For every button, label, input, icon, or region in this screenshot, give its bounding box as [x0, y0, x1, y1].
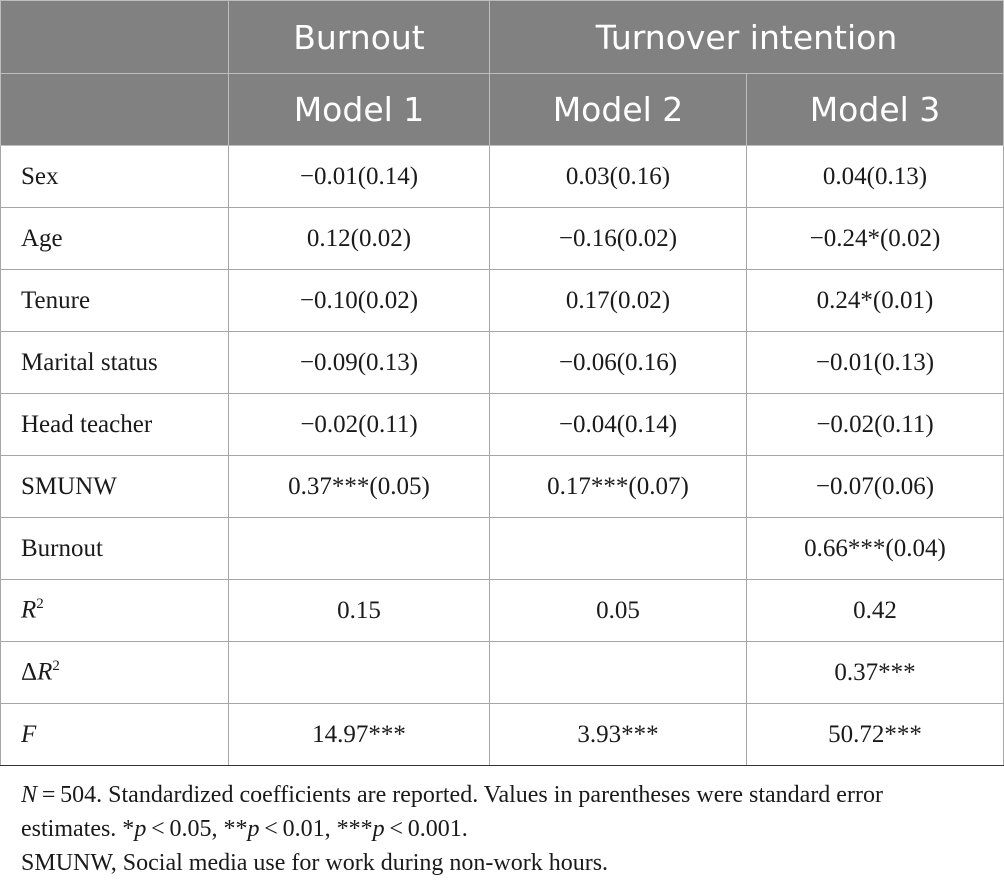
cell-model-1: −0.01(0.14)	[229, 146, 490, 208]
row-label: Head teacher	[1, 394, 229, 456]
cell-model-1: 14.97***	[229, 704, 490, 766]
header-turnover-intention: Turnover intention	[490, 1, 1004, 74]
header-empty-cell	[1, 1, 229, 74]
cell-model-2: −0.04(0.14)	[490, 394, 747, 456]
p-symbol: p	[247, 816, 260, 842]
p-symbol: p	[134, 816, 147, 842]
table-row-delta-r2	[1, 642, 1004, 704]
table-row	[1, 146, 1004, 208]
r2-superscript: 2	[52, 658, 60, 675]
footnote-text: < 0.01, ***	[259, 816, 373, 842]
cell-model-3: −0.07(0.06)	[747, 456, 1004, 518]
cell-model-1: 0.15	[229, 580, 490, 642]
footnote-text: < 0.001.	[384, 816, 468, 842]
table-row	[1, 270, 1004, 332]
p-symbol: p	[372, 816, 385, 842]
r-symbol: R	[37, 658, 53, 686]
cell-model-3: 0.24*(0.01)	[747, 270, 1004, 332]
cell-model-1: −0.02(0.11)	[229, 394, 490, 456]
table-row	[1, 394, 1004, 456]
r-symbol: R	[21, 596, 37, 624]
cell-model-1: 0.37***(0.05)	[229, 456, 490, 518]
table-row-f	[1, 704, 1004, 766]
table-footnote	[21, 778, 984, 880]
row-label-r2	[1, 580, 229, 642]
cell-model-1: 0.12(0.02)	[229, 208, 490, 270]
header-model-3: Model 3	[747, 74, 1004, 146]
header-model-2: Model 2	[490, 74, 747, 146]
cell-model-2: 0.17(0.02)	[490, 270, 747, 332]
header-burnout: Burnout	[229, 1, 490, 74]
footnote-text: = 504. Standardized coefficients are reported. Values in parentheses were standard error estimates. *	[21, 782, 883, 842]
cell-model-2: 0.17***(0.07)	[490, 456, 747, 518]
row-label-delta-r2	[1, 642, 229, 704]
cell-model-3: 0.42	[747, 580, 1004, 642]
cell-model-3: 50.72***	[747, 704, 1004, 766]
cell-model-2	[490, 642, 747, 704]
row-label: Age	[1, 208, 229, 270]
row-label: SMUNW	[1, 456, 229, 518]
header-empty-cell-2	[1, 74, 229, 146]
delta-symbol: Δ	[21, 658, 38, 686]
row-label-f	[1, 704, 229, 766]
cell-model-2: 0.03(0.16)	[490, 146, 747, 208]
cell-model-2	[490, 518, 747, 580]
cell-model-1: −0.09(0.13)	[229, 332, 490, 394]
cell-model-3: 0.04(0.13)	[747, 146, 1004, 208]
cell-model-1	[229, 518, 490, 580]
cell-model-1	[229, 642, 490, 704]
cell-model-3: 0.37***	[747, 642, 1004, 704]
cell-model-2: 3.93***	[490, 704, 747, 766]
table-row	[1, 332, 1004, 394]
footnote-text: < 0.05, **	[146, 816, 248, 842]
n-symbol: N	[21, 782, 38, 808]
row-label: Sex	[1, 146, 229, 208]
footnote-abbreviation: SMUNW, Social media use for work during non-work hours.	[21, 850, 609, 876]
table-row	[1, 518, 1004, 580]
row-label: Burnout	[1, 518, 229, 580]
header-row-groups	[1, 1, 1004, 74]
footnote-significance	[21, 778, 984, 846]
r2-superscript: 2	[36, 596, 44, 613]
cell-model-3: −0.01(0.13)	[747, 332, 1004, 394]
f-symbol: F	[21, 720, 37, 748]
table-row	[1, 456, 1004, 518]
cell-model-2: −0.06(0.16)	[490, 332, 747, 394]
cell-model-3: 0.66***(0.04)	[747, 518, 1004, 580]
header-row-models	[1, 74, 1004, 146]
table-row-r2	[1, 580, 1004, 642]
cell-model-3: −0.02(0.11)	[747, 394, 1004, 456]
row-label: Tenure	[1, 270, 229, 332]
table-row	[1, 208, 1004, 270]
header-model-1: Model 1	[229, 74, 490, 146]
cell-model-3: −0.24*(0.02)	[747, 208, 1004, 270]
row-label: Marital status	[1, 332, 229, 394]
cell-model-1: −0.10(0.02)	[229, 270, 490, 332]
cell-model-2: −0.16(0.02)	[490, 208, 747, 270]
cell-model-2: 0.05	[490, 580, 747, 642]
